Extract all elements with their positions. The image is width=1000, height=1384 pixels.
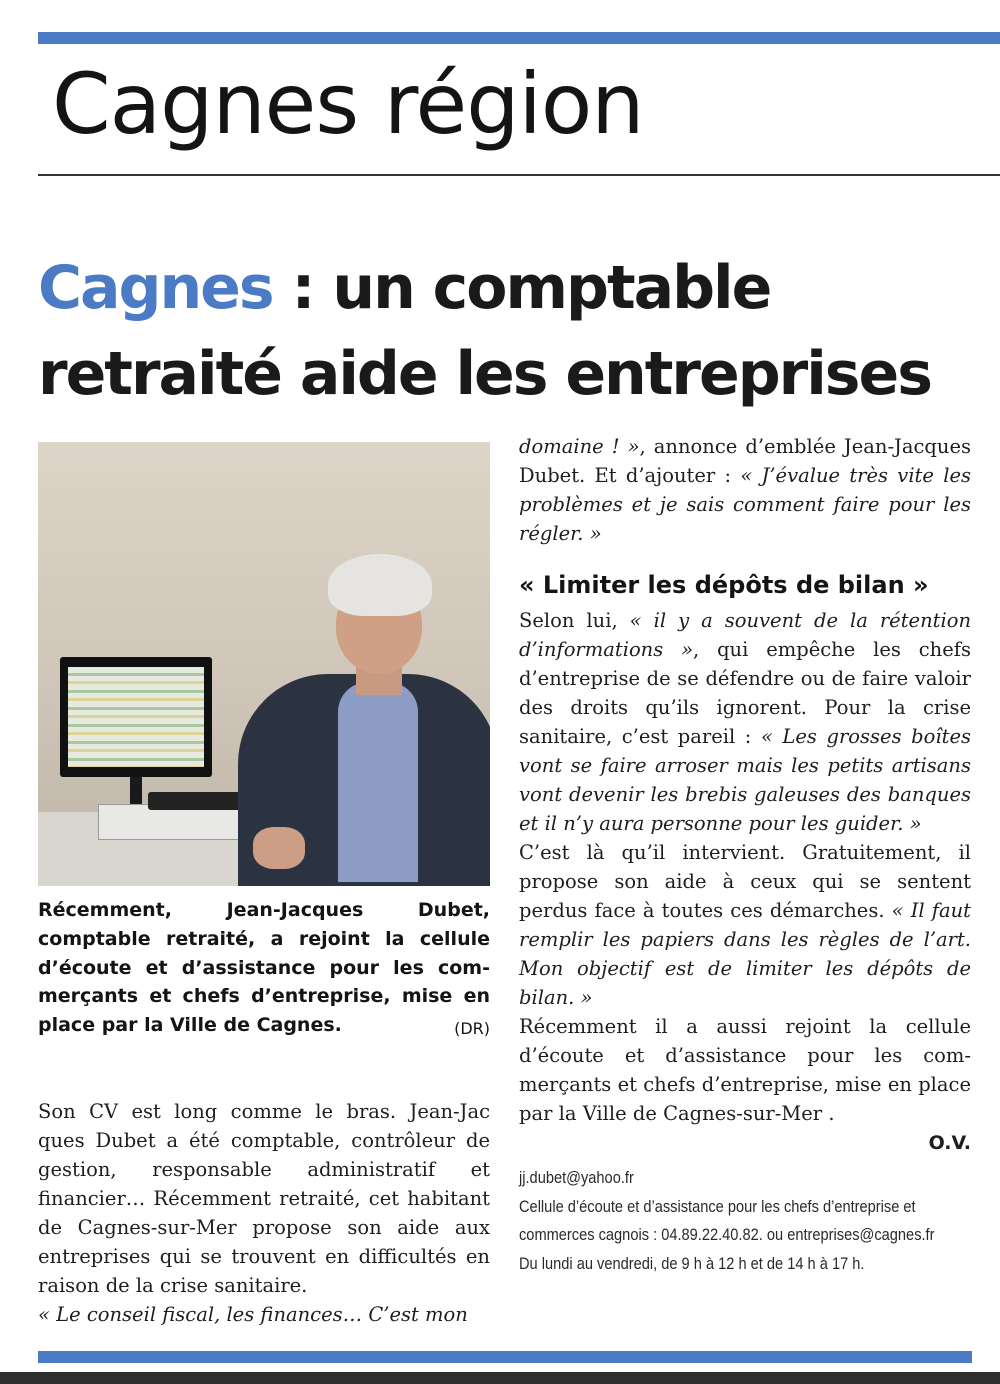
photo-person-hair [328, 554, 432, 616]
body-left-text: Son CV est long comme le bras. Jean-Jac ques Dubet a été comptable, contrôleur de gestion, responsable administratif et financier… Récemment retraité, cet habitant de Cagnes-sur-Mer propose son aide aux entreprises qui se trouvent en difficultés en raison de la crise sanitaire. [38, 1100, 490, 1297]
article-photo [38, 442, 490, 886]
article-column-right [519, 432, 971, 1278]
top-accent-bar [38, 32, 1000, 44]
section-divider [38, 174, 1000, 176]
photo-person-hand [253, 827, 305, 869]
headline-kicker: Cagnes [38, 253, 273, 323]
paragraph-1 [519, 432, 971, 548]
photo-monitor-stand [130, 777, 142, 807]
article-body-left [38, 1097, 490, 1329]
contact-line-1: Cellule d’écoute et d’assistance pour les chefs d’entreprise et [519, 1196, 916, 1216]
p2-text-1: Selon lui, [519, 609, 630, 632]
body-left-quote: « Le conseil fiscal, les finances… C’est mon [38, 1303, 468, 1326]
section-title: Cagnes région [52, 55, 644, 153]
photo-screen [68, 667, 204, 767]
paragraph-2 [519, 606, 971, 838]
p2-quote-2: « Les grosses boîtes vont se faire arroser mais les petits artisans vont devenir les brebis galeuses des banques et il n’y aura personne pour les guider. » [519, 725, 971, 835]
p1-text: , annonce d’emblée Jean-Jacques Dubet. Et d’ajouter : [519, 435, 971, 487]
photo-person-shirt [338, 682, 418, 882]
contact-info [519, 1164, 975, 1278]
bottom-accent-bar [38, 1351, 972, 1363]
contact-line-2: commerces cagnois : 04.89.22.40.82. ou entreprises@cagnes.fr [519, 1225, 935, 1244]
photo-caption-text: Récemment, Jean-Jacques Dubet, comptable retraité, a rejoint la cellule d’écoute et d’assistance pour les commerçants et chefs d’entreprise, mise en place par la Ville de Cagnes. [38, 899, 490, 1037]
subheading: « Limiter les dépôts de bilan » [519, 571, 929, 599]
p3-quote: « Il faut remplir les papiers dans les règles de l’art. Mon objectif est de limiter les dépôts de bilan. » [519, 899, 972, 1009]
photo-credit: (DR) [454, 1019, 490, 1039]
p1-quote-start: domaine ! » [519, 435, 640, 458]
p2-text-2: , qui empêche les chefs d’entreprise de se défendre ou de faire valoir des droits qu’ils ignorent. Pour la crise sanitaire, c’est pareil : [519, 638, 971, 748]
paragraph-3 [519, 838, 971, 1012]
page-bottom-strip [0, 1372, 1000, 1384]
paragraph-4: Récemment il a aussi rejoint la cellule d’écoute et d’assistance pour les commerçants et chefs d’entreprise, mise en place par la Ville de Cagnes-sur-Mer . [519, 1015, 971, 1125]
contact-email: jj.dubet@yahoo.fr [519, 1168, 634, 1187]
p1-quote: « J’évalue très vite les problèmes et je sais comment faire pour les régler. » [519, 464, 971, 545]
article-headline [38, 245, 1000, 417]
photo-caption [38, 896, 490, 1044]
p2-quote-1: « il y a souvent de la rétention d’informations » [519, 609, 972, 661]
author-signature: O.V. [928, 1132, 971, 1154]
contact-hours: Du lundi au vendredi, de 9 h à 12 h et de 14 h à 17 h. [519, 1253, 865, 1273]
p3-text: C’est là qu’il intervient. Gratuitement, il propose son aide à ceux qui se sentent perdus face à toutes ces démarches. [519, 841, 971, 922]
headline-text: : un comptable retraité aide les entreprises [38, 253, 931, 409]
